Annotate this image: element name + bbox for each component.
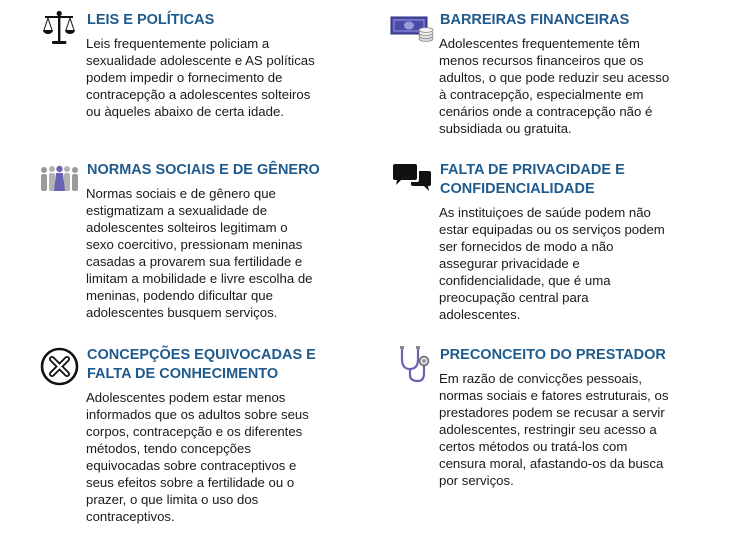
section-body: Em razão de convicções pessoais, normas sociais e fatores estruturais, os prestadores podem se recusar a servir adolescentes, restringir seu acesso a certos métodos ou tratá-los com censura moral, afastando-os da busca por serviços. — [439, 371, 669, 488]
section-body: Normas sociais e de gênero que estigmatizam a sexualidade de adolescentes solteiros legitimam o sexo coercitivo, pressionam meninas casadas a provarem sua fertilidade e limitam a mobilidade e livre escolha de meninas, podendo dificultar que adolescentes busquem serviços. — [86, 186, 313, 320]
section-title: PRECONCEITO DO PRESTADOR — [440, 347, 666, 363]
section-title: LEIS E POLÍTICAS — [87, 12, 215, 28]
section-body: Adolescentes frequentemente têm menos recursos financeiros que os adultos, o que pode reduzir seu acesso à contracepção, especialmente em cenários onde a contracepção não é subsidiada ou gratuita. — [439, 36, 670, 136]
money-coins-icon — [390, 15, 436, 43]
speech-bubbles-icon — [391, 163, 433, 193]
section-title: BARREIRAS FINANCEIRAS — [440, 12, 630, 28]
x-circle-icon — [40, 347, 79, 386]
section-title: NORMAS SOCIAIS E DE GÊNERO — [87, 162, 320, 178]
section-body: Adolescentes podem estar menos informados que os adultos sobre seus corpos, contracepção e os diferentes métodos, tendo concepções equivocadas sobre contraceptivos e seus efeitos sobre a fertilidade ou o prazer, o que limita o uso dos contraceptivos. — [86, 390, 309, 524]
section-title: FALTA DE PRIVACIDADE E CONFIDENCIALIDADE — [440, 162, 625, 197]
scales-of-justice-icon — [42, 10, 76, 46]
section-body: As instituiçoes de saúde podem não estar equipadas ou os serviços podem ser fornecidos de modo a não assegurar privacidade e confidencialidade, que é uma preocupação central para adolescentes. — [439, 205, 665, 322]
section-title: CONCEPÇÕES EQUIVOCADAS E FALTA DE CONHECIMENTO — [87, 347, 316, 382]
group-of-people-icon — [39, 165, 81, 193]
section-body: Leis frequentemente policiam a sexualidade adolescente e AS políticas podem impedir o fornecimento de contracepção a adolescentes solteiros ou àqueles abaixo de certa idade. — [86, 36, 315, 119]
stethoscope-icon — [396, 345, 432, 385]
